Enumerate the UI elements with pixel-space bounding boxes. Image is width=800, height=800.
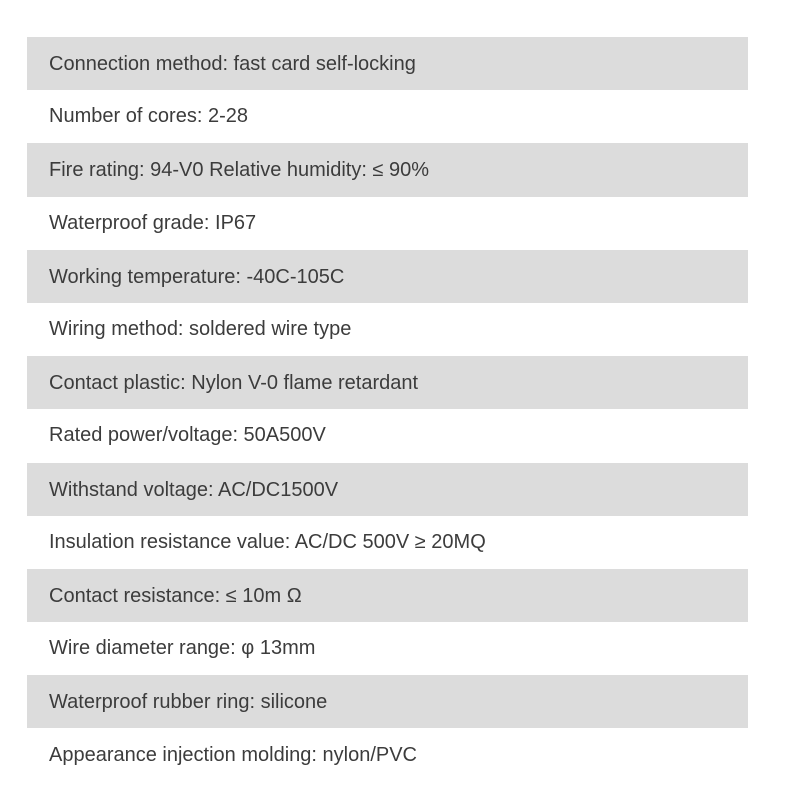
- spec-text: Number of cores: 2-28: [49, 105, 248, 128]
- spec-row-injection-molding: [27, 728, 748, 781]
- spec-text: Working temperature: -40C-105C: [49, 265, 345, 288]
- spec-text: Appearance injection molding: nylon/PVC: [49, 743, 417, 766]
- spec-row-rated-power: [27, 409, 748, 462]
- spec-text: Insulation resistance value: AC/DC 500V ≥ 20MQ: [49, 530, 486, 553]
- spec-text: Contact resistance: ≤ 10m Ω: [49, 584, 302, 607]
- spec-row-connection-method: [27, 37, 748, 90]
- spec-list: [27, 37, 748, 782]
- spec-row-wire-diameter: [27, 622, 748, 675]
- spec-row-contact-plastic: [27, 356, 748, 409]
- spec-row-fire-rating: [27, 143, 748, 196]
- spec-text: Wiring method: soldered wire type: [49, 318, 352, 341]
- spec-row-working-temperature: [27, 250, 748, 303]
- spec-text: Fire rating: 94-V0 Relative humidity: ≤ 90%: [49, 159, 430, 182]
- spec-row-rubber-ring: [27, 675, 748, 728]
- spec-text: Rated power/voltage: 50A500V: [49, 424, 326, 447]
- spec-text: Contact plastic: Nylon V-0 flame retardant: [49, 372, 419, 395]
- spec-text: Waterproof grade: IP67: [49, 211, 257, 234]
- spec-text: Connection method: fast card self-locking: [49, 53, 416, 76]
- spec-row-number-of-cores: [27, 90, 748, 143]
- spec-row-waterproof-grade: [27, 197, 748, 250]
- spec-row-wiring-method: [27, 303, 748, 356]
- spec-text: Withstand voltage: AC/DC1500V: [49, 478, 339, 501]
- spec-text: Wire diameter range: φ 13mm: [49, 637, 316, 660]
- spec-row-withstand-voltage: [27, 463, 748, 516]
- spec-row-insulation-resistance: [27, 516, 748, 569]
- spec-text: Waterproof rubber ring: silicone: [49, 691, 328, 714]
- spec-row-contact-resistance: [27, 569, 748, 622]
